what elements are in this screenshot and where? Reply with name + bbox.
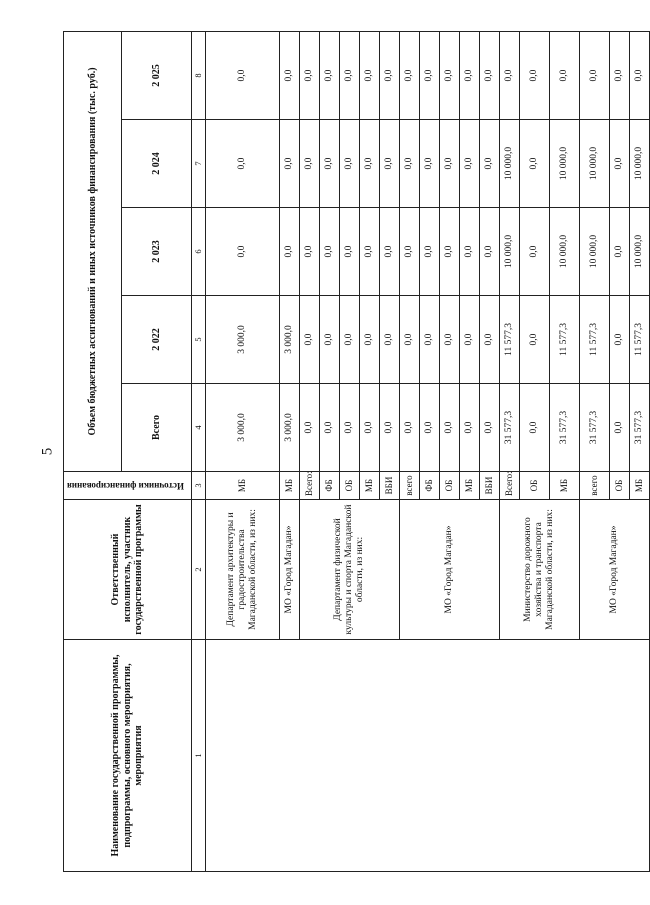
amount-cell: 0,0 [520, 384, 550, 472]
amount-cell: 0,0 [440, 384, 460, 472]
amount-cell: 0,0 [420, 296, 440, 384]
source-cell: ОБ [610, 472, 630, 500]
source-cell: ВБИ [380, 472, 400, 500]
amount-cell: 3 000,0 [206, 296, 280, 384]
amount-cell: 0,0 [300, 208, 320, 296]
source-cell: ОБ [520, 472, 550, 500]
amount-cell: 0,0 [340, 120, 360, 208]
amount-cell: 0,0 [320, 296, 340, 384]
amount-cell: 0,0 [440, 120, 460, 208]
amount-cell: 10 000,0 [630, 208, 650, 296]
amount-cell: 0,0 [580, 31, 610, 119]
amount-cell: 0,0 [400, 296, 420, 384]
column-number: 6 [192, 208, 206, 296]
amount-cell: 0,0 [206, 120, 280, 208]
amount-cell: 0,0 [360, 120, 380, 208]
source-cell: МБ [460, 472, 480, 500]
amount-cell: 0,0 [360, 31, 380, 119]
header-col-executor: Ответственный исполнитель, участник государственной программы [64, 500, 192, 640]
executor-cell: МО «Город Магадан» [400, 500, 500, 640]
amount-cell: 0,0 [300, 296, 320, 384]
amount-cell: 0,0 [420, 120, 440, 208]
amount-cell: 10 000,0 [550, 208, 580, 296]
amount-cell: 10 000,0 [580, 120, 610, 208]
amount-cell: 10 000,0 [580, 208, 610, 296]
amount-cell: 0,0 [520, 120, 550, 208]
amount-cell: 0,0 [380, 120, 400, 208]
header-row-1 [64, 31, 122, 871]
amount-cell: 0,0 [380, 296, 400, 384]
executor-cell: МО «Город Магадан» [580, 500, 650, 640]
amount-cell: 0,0 [360, 296, 380, 384]
amount-cell: 0,0 [340, 296, 360, 384]
amount-cell: 0,0 [610, 120, 630, 208]
column-number: 3 [192, 472, 206, 500]
header-col-source [64, 472, 192, 500]
amount-cell: 0,0 [340, 31, 360, 119]
amount-cell: 0,0 [360, 384, 380, 472]
amount-cell: 11 577,3 [580, 296, 610, 384]
amount-cell: 0,0 [340, 384, 360, 472]
column-number: 8 [192, 31, 206, 119]
source-cell: МБ [280, 472, 300, 500]
amount-cell: 0,0 [300, 120, 320, 208]
amount-cell: 0,0 [420, 208, 440, 296]
amount-cell: 0,0 [480, 31, 500, 119]
amount-cell: 11 577,3 [500, 296, 520, 384]
table-body [64, 31, 650, 871]
amount-cell: 0,0 [280, 31, 300, 119]
header-year-2025: 2 025 [122, 31, 192, 119]
amount-cell: 0,0 [440, 31, 460, 119]
column-number: 2 [192, 500, 206, 640]
source-cell: МБ [206, 472, 280, 500]
column-number: 5 [192, 296, 206, 384]
amount-cell: 0,0 [460, 31, 480, 119]
amount-cell: 31 577,3 [630, 384, 650, 472]
source-cell: ВБИ [480, 472, 500, 500]
executor-cell: Департамент физической культуры и спорта Магаданской области, из них: [300, 500, 400, 640]
amount-cell: 3 000,0 [206, 384, 280, 472]
source-cell: МБ [360, 472, 380, 500]
program-name-cell [206, 640, 650, 872]
amount-cell: 0,0 [520, 208, 550, 296]
header-year-2024: 2 024 [122, 120, 192, 208]
source-cell: всего [580, 472, 610, 500]
amount-cell: 11 577,3 [550, 296, 580, 384]
amount-cell: 0,0 [520, 31, 550, 119]
executor-cell: МО «Город Магадан» [280, 500, 300, 640]
amount-cell: 0,0 [300, 384, 320, 472]
rotated-page [63, 32, 645, 872]
amount-cell: 0,0 [400, 208, 420, 296]
header-total: Всего [122, 384, 192, 472]
amount-cell: 0,0 [460, 384, 480, 472]
amount-cell: 0,0 [380, 31, 400, 119]
amount-cell: 0,0 [400, 120, 420, 208]
amount-cell: 0,0 [400, 31, 420, 119]
amount-cell: 0,0 [610, 208, 630, 296]
amount-cell: 0,0 [280, 120, 300, 208]
amount-cell: 31 577,3 [580, 384, 610, 472]
amount-cell: 0,0 [380, 208, 400, 296]
amount-cell: 0,0 [320, 31, 340, 119]
source-cell: Всего: [300, 472, 320, 500]
amount-cell: 0,0 [610, 31, 630, 119]
source-cell: ОБ [340, 472, 360, 500]
amount-cell: 0,0 [480, 384, 500, 472]
executor-cell: Министерство дорожного хозяйства и транспорта Магаданской области, из них: [500, 500, 580, 640]
column-number: 7 [192, 120, 206, 208]
amount-cell: 0,0 [480, 296, 500, 384]
column-number: 1 [192, 640, 206, 872]
source-cell: ФБ [320, 472, 340, 500]
amount-cell: 10 000,0 [550, 120, 580, 208]
amount-cell: 0,0 [460, 296, 480, 384]
amount-cell: 31 577,3 [550, 384, 580, 472]
amount-cell: 0,0 [480, 208, 500, 296]
source-cell: МБ [550, 472, 580, 500]
amount-cell: 0,0 [320, 384, 340, 472]
amount-cell: 0,0 [300, 31, 320, 119]
header-col-name: Наименование государственной программы, подпрограммы, основного мероприятия, мероприятия [64, 640, 192, 872]
amount-cell: 0,0 [460, 208, 480, 296]
amount-cell: 0,0 [500, 31, 520, 119]
amount-cell: 0,0 [360, 208, 380, 296]
amount-cell: 10 000,0 [630, 120, 650, 208]
amount-cell: 0,0 [420, 31, 440, 119]
table-row [206, 31, 280, 871]
column-number: 4 [192, 384, 206, 472]
amount-cell: 0,0 [550, 31, 580, 119]
executor-cell: Департамент архитектуры и градостроительства Магаданской области, из них: [206, 500, 280, 640]
amount-cell: 0,0 [480, 120, 500, 208]
source-cell: Всего: [500, 472, 520, 500]
amount-cell: 3 000,0 [280, 384, 300, 472]
amount-cell: 0,0 [400, 384, 420, 472]
source-cell: ОБ [440, 472, 460, 500]
amount-cell: 0,0 [610, 384, 630, 472]
amount-cell: 0,0 [420, 384, 440, 472]
amount-cell: 0,0 [340, 208, 360, 296]
amount-cell: 0,0 [520, 296, 550, 384]
amount-cell: 0,0 [630, 31, 650, 119]
amount-cell: 0,0 [320, 208, 340, 296]
column-number-row [192, 31, 206, 871]
amount-cell: 31 577,3 [500, 384, 520, 472]
amount-cell: 3 000,0 [280, 296, 300, 384]
header-financing-group: Объем бюджетных ассигнований и иных источников финансирования (тыс. руб.) [64, 31, 122, 471]
amount-cell: 0,0 [460, 120, 480, 208]
amount-cell: 0,0 [206, 31, 280, 119]
amount-cell: 11 577,3 [630, 296, 650, 384]
header-year-2023: 2 023 [122, 208, 192, 296]
source-cell: всего [400, 472, 420, 500]
amount-cell: 0,0 [280, 208, 300, 296]
amount-cell: 10 000,0 [500, 208, 520, 296]
amount-cell: 0,0 [380, 384, 400, 472]
header-year-2022: 2 022 [122, 296, 192, 384]
amount-cell: 0,0 [440, 296, 460, 384]
amount-cell: 0,0 [610, 296, 630, 384]
source-cell: МБ [630, 472, 650, 500]
financing-table [63, 31, 650, 872]
amount-cell: 0,0 [206, 208, 280, 296]
source-cell: ФБ [420, 472, 440, 500]
page-number: 5 [39, 447, 56, 456]
amount-cell: 0,0 [440, 208, 460, 296]
amount-cell: 0,0 [320, 120, 340, 208]
amount-cell: 10 000,0 [500, 120, 520, 208]
header-source-label: Источники финансирования [67, 480, 185, 491]
